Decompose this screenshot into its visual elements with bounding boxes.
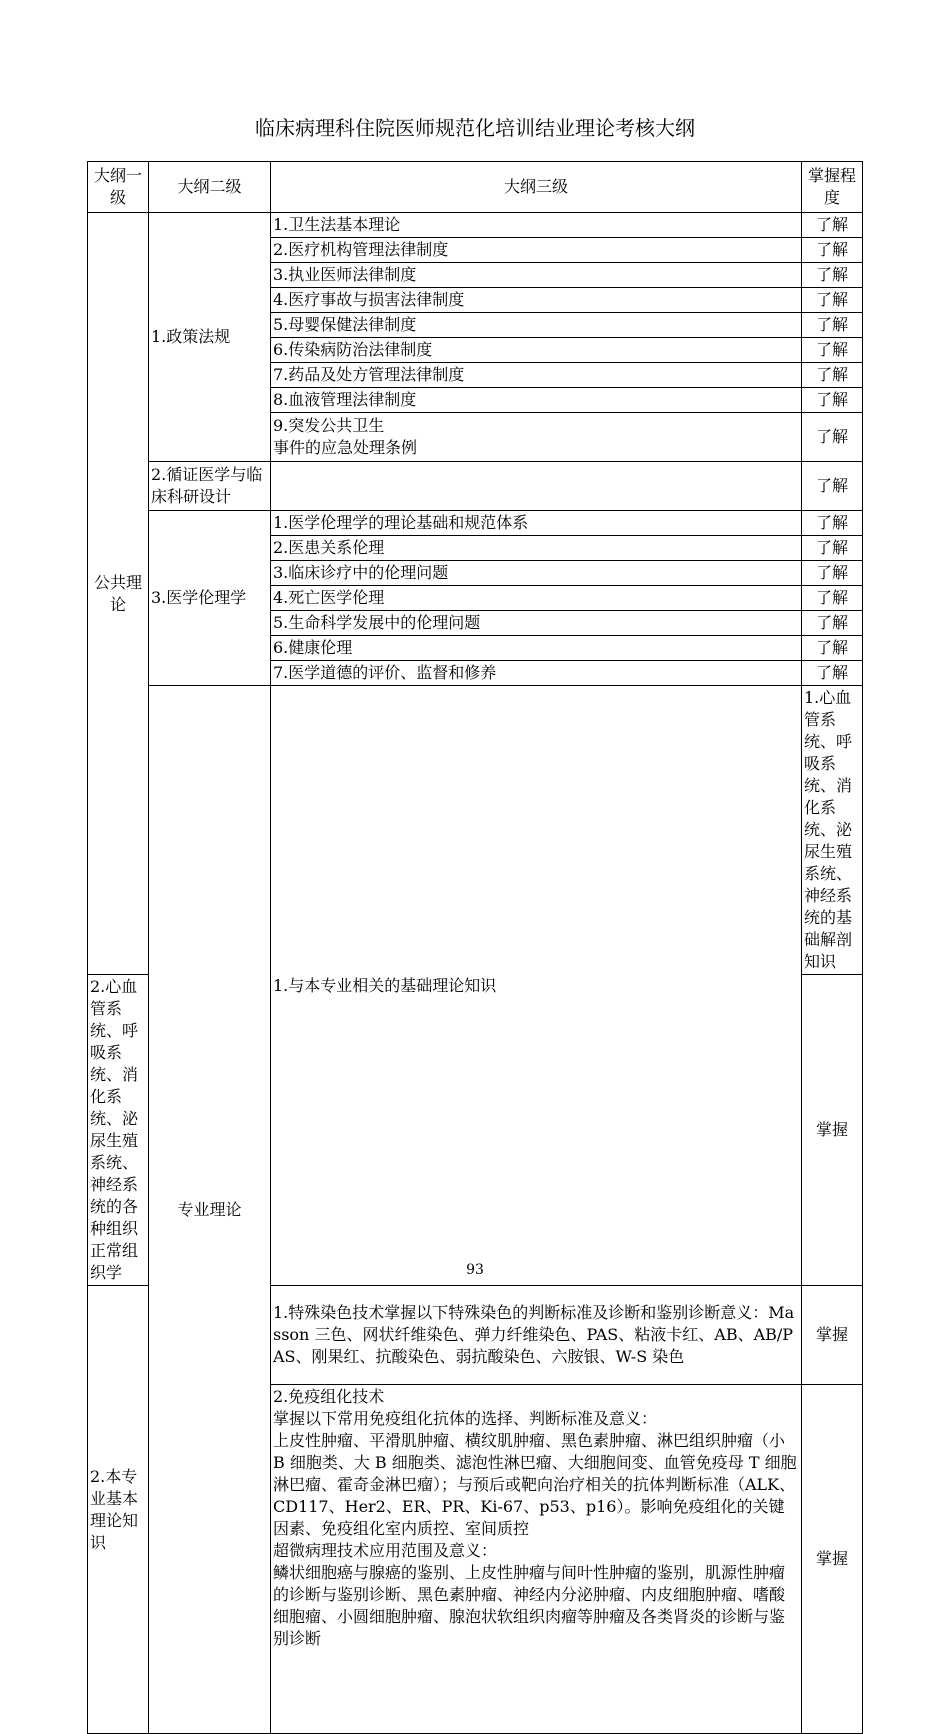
degree-cell: 了解	[802, 561, 863, 586]
degree-cell: 了解	[802, 263, 863, 288]
degree-cell: 了解	[802, 511, 863, 536]
level3-item: 5.生命科学发展中的伦理问题	[271, 611, 802, 636]
level2-policy: 1.政策法规	[149, 213, 271, 462]
ihc-line: 2.免疫组化技术	[273, 1387, 385, 1406]
level3-item: 1.心血管系统、呼吸系统、消化系统、泌尿生殖系统、神经系统的基础解剖知识	[802, 686, 863, 975]
level2-ebm: 2.循证医学与临床科研设计	[149, 462, 271, 511]
degree-cell: 了解	[802, 462, 863, 511]
degree-cell: 了解	[802, 338, 863, 363]
level3-line: 事件的应急处理条例	[273, 438, 418, 457]
degree-cell: 了解	[802, 636, 863, 661]
level3-item: 7.医学道德的评价、监督和修养	[271, 661, 802, 686]
degree-cell: 了解	[802, 388, 863, 413]
level3-item: 6.健康伦理	[271, 636, 802, 661]
degree-cell: 掌握	[802, 975, 863, 1286]
table-row	[88, 462, 863, 511]
ihc-line: 鳞状细胞癌与腺癌的鉴别、上皮性肿瘤与间叶性肿瘤的鉴别，肌源性肿瘤的诊断与鉴别诊断、黑色素肿瘤、神经内分泌肿瘤、内皮细胞肿瘤、嗜酸细胞瘤、小圆细胞肿瘤、腺泡状软组织肉瘤等肿瘤及各类肾炎的诊断与鉴别诊断	[273, 1563, 786, 1648]
level3-item: 8.血液管理法律制度	[271, 388, 802, 413]
level3-line: 9.突发公共卫生	[273, 416, 385, 435]
level3-item: 3.临床诊疗中的伦理问题	[271, 561, 802, 586]
ihc-line: 上皮性肿瘤、平滑肌肿瘤、横纹肌肿瘤、黑色素肿瘤、淋巴组织肿瘤（小 B 细胞类、大 B 细胞类、滤泡性淋巴瘤、大细胞间变、血管免疫母 T 细胞淋巴瘤、霍奇金淋巴瘤）；与预后或靶向治疗相关的抗体判断标准（ALK、CD117、Her2、ER、PR、Ki-67、p53、p16）。影响免疫组化的关键因素、免疫组化室内质控、室间质控	[273, 1431, 797, 1538]
level3-item: 5.母婴保健法律制度	[271, 313, 802, 338]
header-level2: 大纲二级	[149, 162, 271, 213]
degree-cell: 了解	[802, 288, 863, 313]
header-level1: 大纲一级	[88, 162, 149, 213]
degree-cell: 了解	[802, 213, 863, 238]
level3-item: 2.医疗机构管理法律制度	[271, 238, 802, 263]
level3-item: 3.执业医师法律制度	[271, 263, 802, 288]
level3-item	[271, 413, 802, 462]
page-number: 93	[466, 1262, 484, 1278]
document-title: 临床病理科住院医师规范化培训结业理论考核大纲	[255, 116, 695, 140]
degree-cell: 了解	[802, 661, 863, 686]
level3-item: 4.死亡医学伦理	[271, 586, 802, 611]
outline-table	[87, 161, 863, 1734]
level1-public: 公共理论	[88, 213, 149, 975]
degree-cell: 了解	[802, 611, 863, 636]
degree-cell: 了解	[802, 586, 863, 611]
degree-cell: 掌握	[802, 1385, 863, 1734]
degree-cell: 了解	[802, 413, 863, 462]
level3-item: 2.心血管系统、呼吸系统、消化系统、泌尿生殖系统、神经系统的各种组织正常组织学	[88, 975, 149, 1286]
table-row	[88, 213, 863, 238]
level3-item: 2.医患关系伦理	[271, 536, 802, 561]
level2-ethics: 3.医学伦理学	[149, 511, 271, 686]
table-row	[88, 686, 863, 975]
level2-core: 2.本专业基本理论知识	[88, 1286, 149, 1734]
level1-professional: 专业理论	[149, 686, 271, 1734]
degree-cell: 了解	[802, 313, 863, 338]
header-row	[88, 162, 863, 213]
level3-item: 1.医学伦理学的理论基础和规范体系	[271, 511, 802, 536]
header-level3: 大纲三级	[271, 162, 802, 213]
level3-item: 6.传染病防治法律制度	[271, 338, 802, 363]
header-degree: 掌握程度	[802, 162, 863, 213]
degree-cell: 了解	[802, 238, 863, 263]
level3-item: 1.卫生法基本理论	[271, 213, 802, 238]
level3-ihc	[271, 1385, 802, 1734]
ihc-line: 超微病理技术应用范围及意义：	[273, 1541, 498, 1560]
level3-item: 7.药品及处方管理法律制度	[271, 363, 802, 388]
table-row	[88, 511, 863, 536]
ihc-line: 掌握以下常用免疫组化抗体的选择、判断标准及意义：	[273, 1409, 658, 1428]
degree-cell: 掌握	[802, 1286, 863, 1385]
degree-cell: 了解	[802, 363, 863, 388]
degree-cell: 了解	[802, 536, 863, 561]
level3-special-stain: 1.特殊染色技术掌握以下特殊染色的判断标准及诊断和鉴别诊断意义：Masson 三色、网状纤维染色、弹力纤维染色、PAS、粘液卡红、AB、AB/PAS、刚果红、抗酸染色、弱抗酸染色、六胺银、W-S 染色	[271, 1286, 802, 1385]
level3-empty	[271, 462, 802, 511]
level3-item: 4.医疗事故与损害法律制度	[271, 288, 802, 313]
level2-basic: 1.与本专业相关的基础理论知识	[271, 686, 802, 1286]
